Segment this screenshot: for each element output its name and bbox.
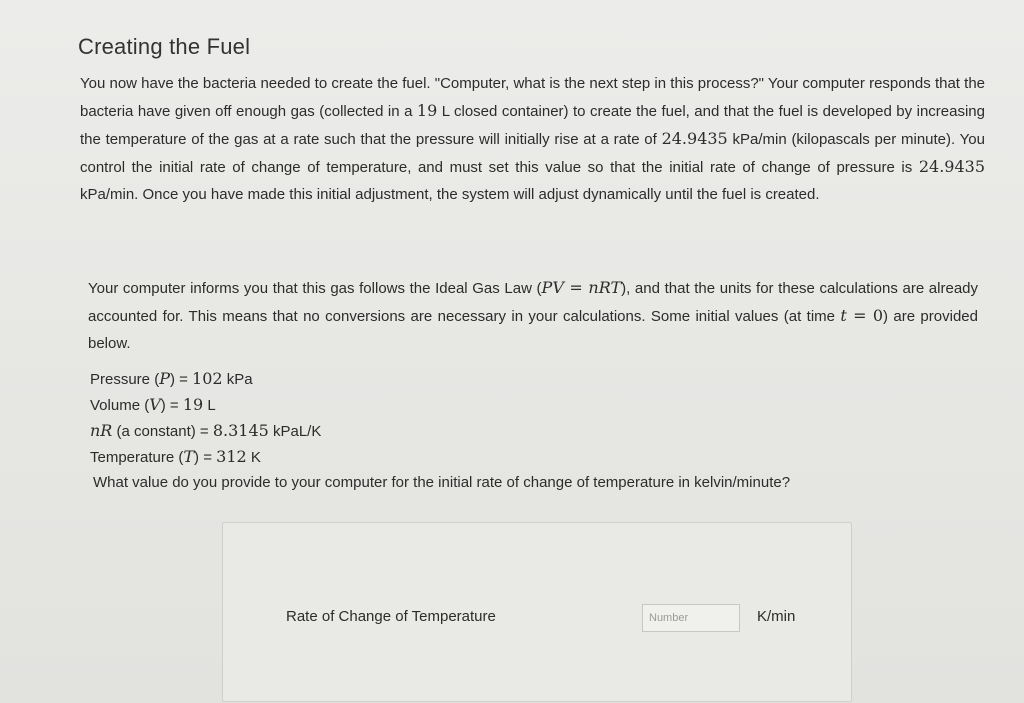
law-equals: = bbox=[563, 278, 589, 297]
intro-text-2: L closed container) to create the fuel, and that the fuel is developed by increasing the temperature of the gas at a rate such that the pressure will initially rise at a rate of bbox=[80, 103, 985, 148]
time-var: t bbox=[840, 306, 847, 325]
gas-law-text-1: Your computer informs you that this gas follows the Ideal Gas Law ( bbox=[88, 280, 542, 297]
volume-inline: 19 bbox=[416, 101, 438, 120]
answer-number-input[interactable] bbox=[642, 604, 740, 632]
nr-row: nR (a constant) = 8.3145 kPaL/K bbox=[90, 421, 322, 440]
pressure-row: Pressure (P) = 102 kPa bbox=[90, 369, 253, 388]
question-text: What value do you provide to your computer for the initial rate of change of temperature in kelvin/minute? bbox=[93, 474, 791, 491]
intro-text-4: kPa/min. Once you have made this initial adjustment, the system will adjust dynamically until the fuel is created. bbox=[80, 186, 820, 203]
initial-values bbox=[90, 366, 321, 470]
pressure-rate-inline-2: 24.9435 bbox=[918, 157, 985, 176]
nr-symbol: nR bbox=[90, 421, 113, 440]
intro-text-3: kPa/min (kilopascals per minute). You control the initial rate of change of temperature, and must set this value so that the initial rate of change of pressure is bbox=[80, 131, 985, 176]
temperature-row: Temperature (T) = 312 K bbox=[90, 447, 261, 466]
pressure-value: 102 bbox=[192, 369, 223, 388]
law-left: PV bbox=[541, 278, 564, 297]
volume-symbol: V bbox=[149, 395, 161, 414]
answer-label: Rate of Change of Temperature bbox=[286, 608, 496, 625]
nr-value: 8.3145 bbox=[212, 421, 269, 440]
temperature-value: 312 bbox=[216, 447, 247, 466]
gas-law-paragraph bbox=[88, 274, 978, 357]
intro-text-1: You now have the bacteria needed to create the fuel. "Computer, what is the next step in this process?" Your computer responds that the bacteria have given off enough gas (collected in a bbox=[80, 75, 985, 120]
answer-unit: K/min bbox=[757, 608, 796, 625]
pressure-symbol: P bbox=[159, 369, 170, 388]
intro-paragraph bbox=[80, 70, 985, 208]
volume-row: Volume (V) = 19 L bbox=[90, 395, 216, 414]
gas-law-text-3: ) are provided below. bbox=[88, 308, 978, 352]
pressure-rate-inline-1: 24.9435 bbox=[661, 129, 728, 148]
time-zero: = 0 bbox=[846, 306, 883, 325]
volume-value: 19 bbox=[182, 395, 204, 414]
law-right: nRT bbox=[588, 278, 622, 297]
page-title: Creating the Fuel bbox=[78, 34, 251, 59]
temperature-symbol: T bbox=[183, 447, 195, 466]
gas-law-text-2: ), and that the units for these calculations are already accounted for. This means that no conversions are necessary in your calculations. Some initial values (at time bbox=[88, 280, 978, 325]
